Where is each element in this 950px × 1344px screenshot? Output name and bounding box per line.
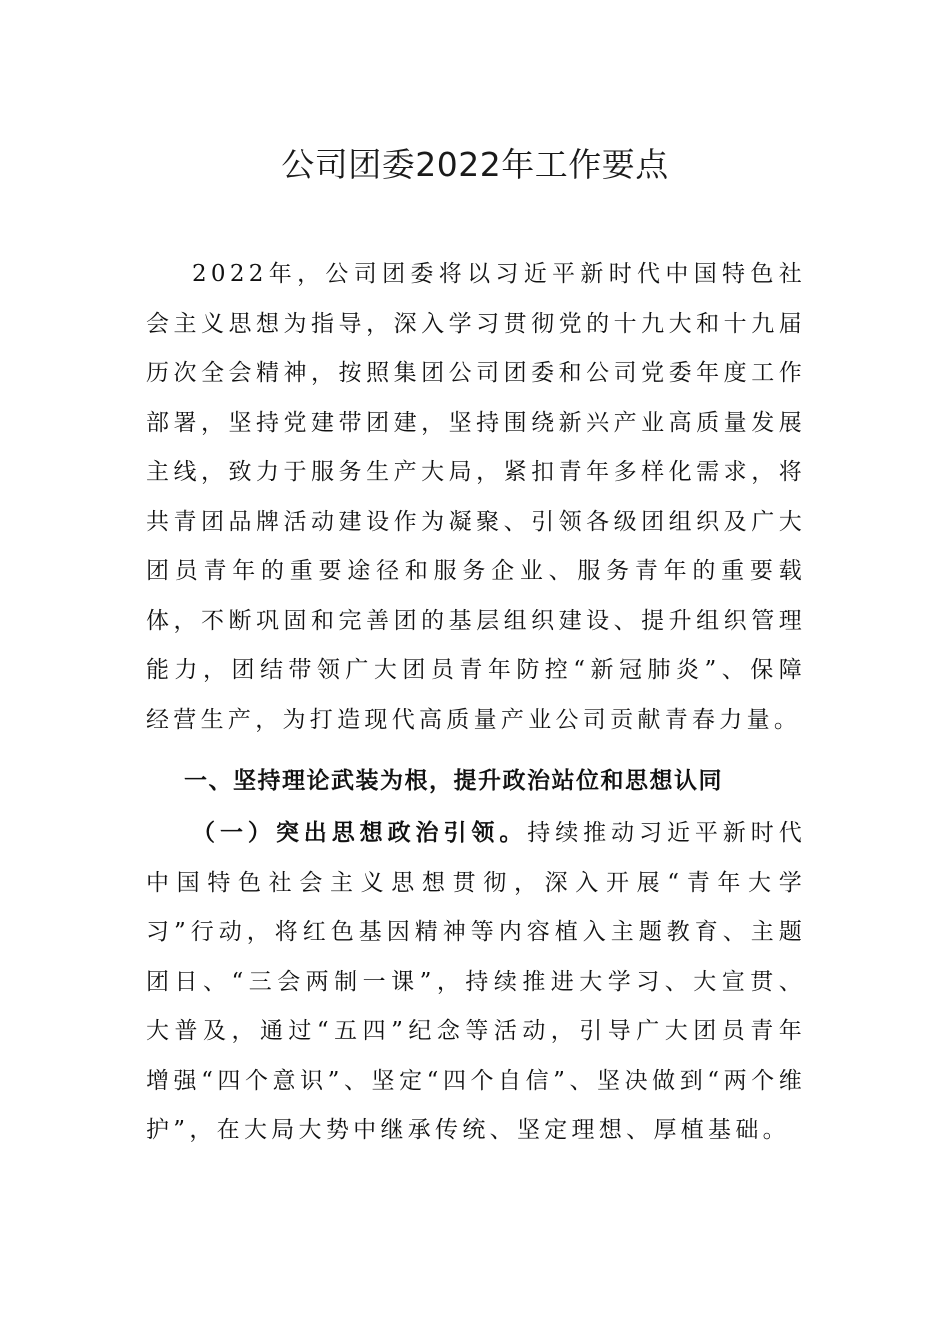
intro-section — [146, 250, 806, 745]
document-title: 公司团委2022年工作要点 — [281, 145, 669, 184]
section-1-item-1 — [146, 808, 806, 1156]
item-1-subheading: （一）突出思想政治引领。 — [192, 819, 528, 846]
item-1-text: 持续推动习近平新时代中国特色社会主义思想贯彻，深入开展“青年大学习”行动，将红色基因精神等内容植入主题教育、主题团日、“三会两制一课”，持续推进大学习、大宣贯、大普及，通过“五四”纪念等活动，引导广大团员青年增强“四个意识”、坚定“四个自信”、坚决做到“两个维护”，在大局大势中继承传统、坚定理想、厚植基础。 — [146, 820, 807, 1143]
intro-paragraph: 2022年，公司团委将以习近平新时代中国特色社会主义思想为指导，深入学习贯彻党的十九大和十九届历次全会精神，按照集团公司团委和公司党委年度工作部署，坚持党建带团建，坚持围绕新兴产业高质量发展主线，致力于服务生产大局，紧扣青年多样化需求，将共青团品牌活动建设作为凝聚、引领各级团组织及广大团员青年的重要途径和服务企业、服务青年的重要载体，不断巩固和完善团的基层组织建设、提升组织管理能力，团结带领广大团员青年防控“新冠肺炎”、保障经营生产，为打造现代高质量产业公司贡献青春力量。 — [146, 261, 806, 733]
section-heading-1: 一、坚持理论武装为根，提升政治站位和思想认同 — [183, 768, 723, 794]
section-1-body — [146, 808, 806, 1156]
